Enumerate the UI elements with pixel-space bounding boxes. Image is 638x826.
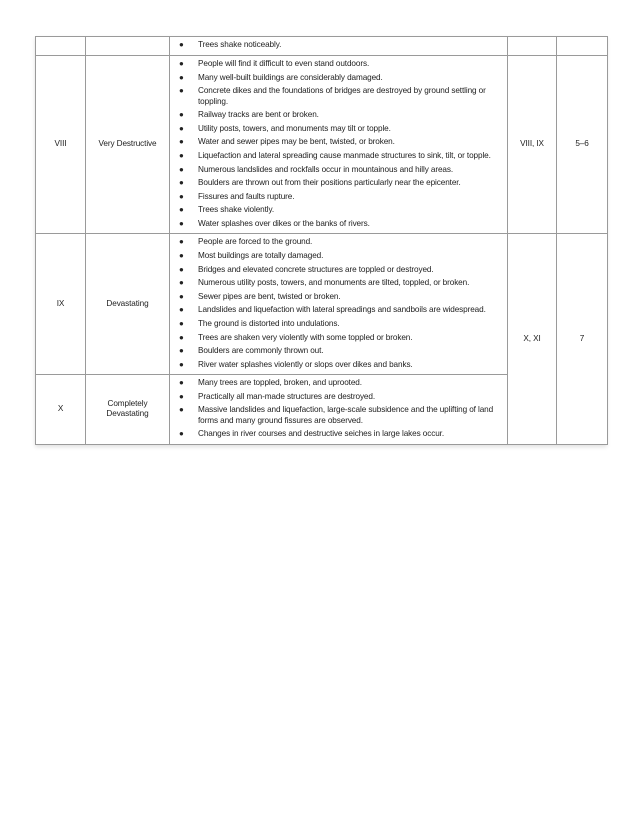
intensity-level-cell (36, 37, 86, 56)
bullet-icon: ● (179, 110, 184, 120)
intensity-name-cell (86, 37, 170, 56)
effect-item (174, 59, 503, 69)
effect-text: River water splashes violently or slops over dikes and banks. (198, 359, 413, 369)
effect-text: Massive landslides and liquefaction, large-scale subsidence and the uplifting of land forms and many ground fissures are observed. (198, 405, 494, 425)
effects-list (174, 237, 503, 370)
equivalent-scale-cell: X, XI (508, 234, 557, 444)
effects-cell (170, 375, 508, 445)
effect-text: Trees shake noticeably. (198, 40, 282, 49)
effect-item (174, 219, 503, 229)
bullet-icon: ● (179, 429, 184, 439)
effect-item (174, 110, 503, 120)
intensity-name-cell: Completely Devastating (86, 375, 170, 445)
effect-item (174, 392, 503, 402)
effects-cell (170, 234, 508, 375)
bullet-icon: ● (179, 359, 184, 369)
bullet-icon: ● (179, 291, 184, 301)
bullet-icon: ● (179, 346, 184, 356)
effect-text: Numerous landslides and rockfalls occur in mountainous and hilly areas. (198, 164, 454, 174)
effect-text: Water and sewer pipes may be bent, twisted, or broken. (198, 137, 395, 147)
magnitude-cell: 7 (557, 234, 608, 444)
effect-item (174, 237, 503, 247)
effects-cell (170, 56, 508, 234)
bullet-icon: ● (179, 59, 184, 68)
intensity-level-cell: X (36, 375, 86, 445)
effect-item (174, 305, 503, 315)
effect-item (174, 319, 503, 329)
effect-text: People will find it difficult to even stand outdoors. (198, 59, 370, 68)
effect-item (174, 137, 503, 147)
effects-list (174, 40, 503, 50)
magnitude-cell (557, 37, 608, 56)
effect-item (174, 429, 503, 439)
effect-item (174, 378, 503, 388)
intensity-scale-table (35, 36, 608, 445)
effect-text: Trees are shaken very violently with some toppled or broken. (198, 332, 413, 342)
equivalent-scale-cell (508, 37, 557, 56)
bullet-icon: ● (179, 123, 184, 133)
bullet-icon: ● (179, 278, 184, 288)
effect-item (174, 360, 503, 370)
bullet-icon: ● (179, 40, 184, 49)
effect-text: Boulders are thrown out from their positions particularly near the epicenter. (198, 178, 461, 188)
effect-text: Sewer pipes are bent, twisted or broken. (198, 291, 341, 301)
effects-list (174, 378, 503, 440)
effect-item (174, 192, 503, 202)
effect-text: Fissures and faults rupture. (198, 191, 295, 201)
effect-text: Many well-built buildings are considerably damaged. (198, 72, 383, 82)
effect-item (174, 265, 503, 275)
effect-text: Water splashes over dikes or the banks of rivers. (198, 218, 370, 228)
bullet-icon: ● (179, 218, 184, 228)
bullet-icon: ● (179, 191, 184, 201)
effect-item (174, 205, 503, 215)
effect-item (174, 151, 503, 161)
effect-item (174, 333, 503, 343)
bullet-icon: ● (179, 332, 184, 342)
intensity-name-cell: Devastating (86, 234, 170, 375)
equivalent-scale-cell: VIII, IX (508, 56, 557, 234)
intensity-level-cell: VIII (36, 56, 86, 234)
bullet-icon: ● (179, 264, 184, 274)
effect-text: People are forced to the ground. (198, 237, 313, 247)
effect-text: Utility posts, towers, and monuments may tilt or topple. (198, 123, 391, 133)
effect-text: Liquefaction and lateral spreading cause manmade structures to sink, tilt, or topple. (198, 150, 491, 160)
effect-item (174, 251, 503, 261)
effect-text: Changes in river courses and destructive seiches in large lakes occur. (198, 429, 445, 439)
effect-item (174, 165, 503, 175)
effect-text: Boulders are commonly thrown out. (198, 346, 324, 356)
table-row-ix (36, 234, 608, 375)
effect-text: Many trees are toppled, broken, and uprooted. (198, 378, 362, 388)
effect-item (174, 292, 503, 302)
bullet-icon: ● (179, 205, 184, 215)
effect-text: Practically all man-made structures are destroyed. (198, 391, 376, 401)
effects-cell (170, 37, 508, 56)
intensity-level-cell: IX (36, 234, 86, 375)
table-row-top (36, 37, 608, 56)
bullet-icon: ● (179, 391, 184, 401)
effect-text: Trees shake violently. (198, 205, 275, 215)
bullet-icon: ● (179, 318, 184, 328)
effects-list (174, 59, 503, 229)
bullet-icon: ● (179, 164, 184, 174)
effect-text: Concrete dikes and the foundations of bridges are destroyed by ground settling or toppling. (198, 86, 486, 106)
magnitude-cell: 5–6 (557, 56, 608, 234)
intensity-table-page (35, 36, 607, 445)
effect-text: Bridges and elevated concrete structures are toppled or destroyed. (198, 264, 434, 274)
effect-text: Railway tracks are bent or broken. (198, 110, 319, 120)
effect-item (174, 124, 503, 134)
bullet-icon: ● (179, 305, 184, 315)
effect-item (174, 86, 503, 107)
bullet-icon: ● (179, 178, 184, 188)
intensity-name-cell: Very Destructive (86, 56, 170, 234)
bullet-icon: ● (179, 137, 184, 147)
effect-text: Landslides and liquefaction with lateral spreadings and sandboils are widespread. (198, 305, 486, 315)
table-row-viii (36, 56, 608, 234)
bullet-icon: ● (179, 150, 184, 160)
effect-item (174, 40, 503, 50)
bullet-icon: ● (179, 250, 184, 260)
bullet-icon: ● (179, 378, 184, 388)
effect-text: Numerous utility posts, towers, and monuments are tilted, toppled, or broken. (198, 278, 470, 288)
effect-item (174, 405, 503, 426)
bullet-icon: ● (179, 72, 184, 82)
bullet-icon: ● (179, 86, 184, 96)
effect-item (174, 278, 503, 288)
bullet-icon: ● (179, 405, 184, 415)
effect-text: Most buildings are totally damaged. (198, 250, 324, 260)
effect-item (174, 73, 503, 83)
effect-item (174, 346, 503, 356)
effect-item (174, 178, 503, 188)
effect-text: The ground is distorted into undulations. (198, 318, 340, 328)
bullet-icon: ● (179, 237, 184, 247)
